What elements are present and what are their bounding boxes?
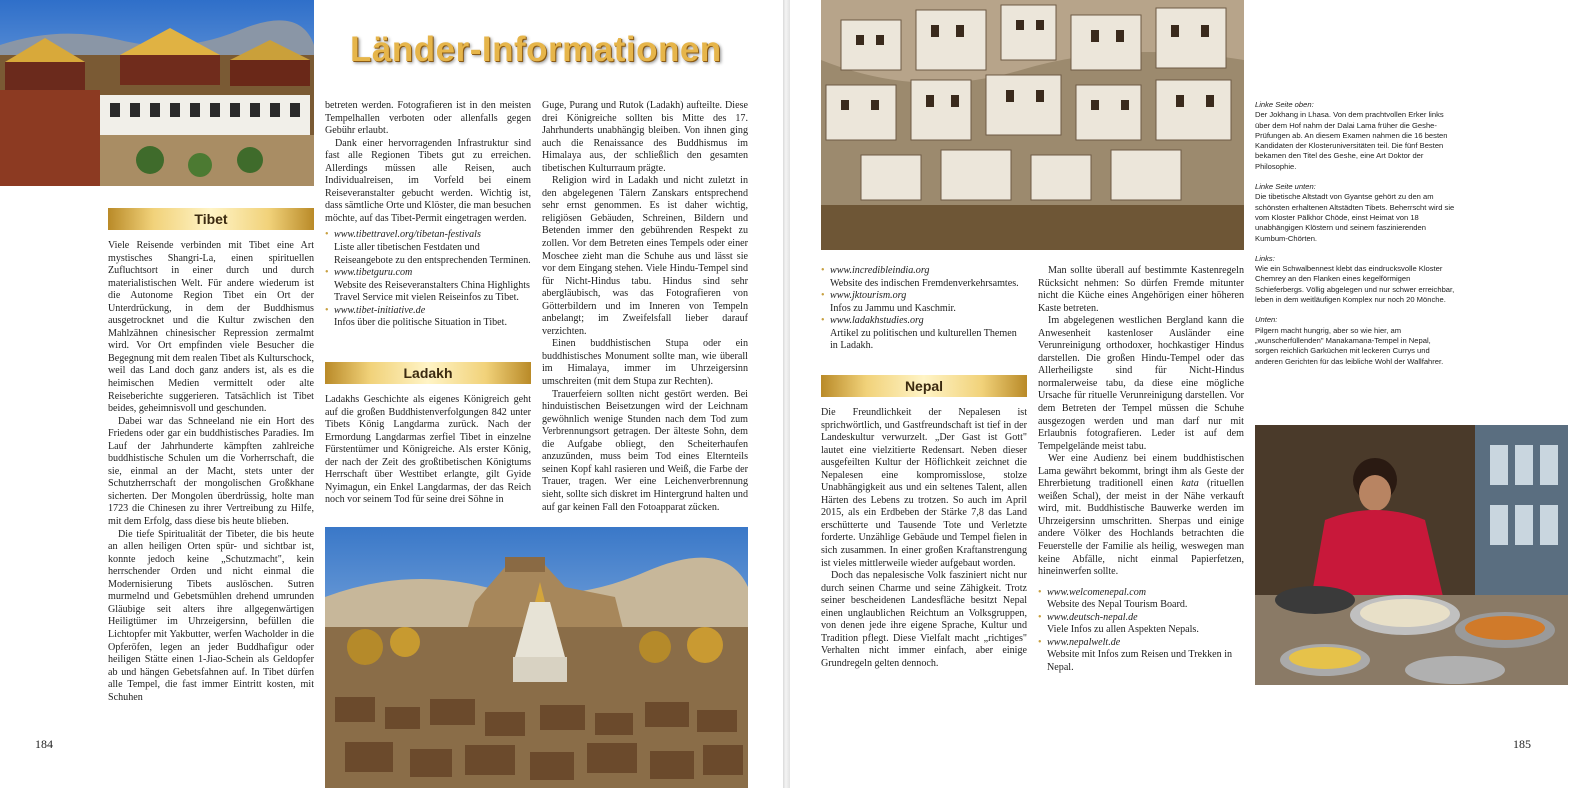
text-column-2b — [325, 394, 531, 507]
tibet-paragraph: Dabei war das Schneeland nie ein Hort des Friedens oder gar ein buddhistisches Paradies. Im Lauf der Jahrhunderte kämpften zahlreiche buddhistische Schulen um die Vorherrschaft, die sie, einmal an der Macht, stets unter der Schutzherrschaft der mongolischen Großkhane sicherten. Der Mongolen überdrüssig, holte man 1723 die Chinesen zu ihrer Vertreibung zu Hilfe, mit dem Erfolg, dass diese bis heute blieben. — [108, 415, 314, 528]
caption-heading: Links: — [1255, 253, 1275, 263]
link-url[interactable]: www.tibetguru.com — [334, 267, 413, 279]
ladakh-paragraph: Einen buddhistischen Stupa oder ein buddhistisches Monument sollte man, wie überall im Himalaya, immer im Uhrzeigersinn umschreiten (mit dem Stupa zur Rechten). — [542, 338, 748, 388]
link-url[interactable]: www.incredibleindia.org — [830, 265, 930, 276]
photo-captions — [1255, 100, 1455, 377]
link-description: Website des Reiseveranstalters China Highlights Travel Service mit vielen Reiseinfos zu Tibet. — [334, 279, 530, 304]
left-page — [0, 0, 783, 788]
link-description: Liste aller tibetischen Festdaten und Reiseangebote zu den entsprechenden Terminen. — [334, 242, 531, 266]
text-column-4 — [821, 265, 1027, 357]
section-banner-tibet: Tibet — [108, 208, 314, 230]
link-url[interactable]: www.tibet-initiative.de — [334, 304, 426, 316]
text-column-2 — [325, 100, 531, 334]
ladakh-paragraph: Guge, Purang und Rutok (Ladakh) aufteilte. Diese drei Königreiche sollten bis Mitte des 17. Jahrhunderts unabhängig bleiben. Von ihnen ging auch die Renaissance des Buddhismus im Himalaya aus, der schließlich den gesamten tibetischen Kulturraum prägte. — [542, 100, 748, 174]
tibet-paragraph: Die tiefe Spiritualität der Tibeter, die bis heute an allen heiligen Orten spür- und sichtbar ist, konnte jedoch keine „Schutzmacht", kein herrschender Orden und nicht einmal die Modernisierung Tibets auslöschen. Sutren murmelnd und Gebetsmühlen drehend umrunden Gläubige seit alters ihre allgegenwärtigen Heiligtümer im Uhrzeigersinn, befüllen die Lichtopfer mit Yakbutter, werfen Wacholder in die Opferöfen, legen an jeder Buddhafigur oder heiligen Stätte einen 1-Jiao-Schein als Geldopfer ab und hängen Gebetsfahnen auf. In Tibet dürfen alle Tempel, die fast immer Eintritt kosten, mit Schuhen — [108, 528, 314, 703]
link-item — [325, 305, 531, 330]
ladakh-paragraph: Trauerfeiern sollten nicht gestört werden. Bei hinduistischen Beisetzungen wird der Leichnam gewöhnlich wenige Stunden nach dem Tod zum Verbrennungsort getragen. Der älteste Sohn, dem die Aufgabe obliegt, den Scheiterhaufen anzuzünden, muss beim Tod eines Elternteils seinen Kopf kahl rasieren und Weiß, die Farbe der Trauer, tragen. Wer eine Leichenverbrennung sieht, sollte sich diskret im Hintergrund halten und auf gar keinen Fall den Fotoapparat zücken. — [542, 388, 748, 513]
link-url[interactable]: www.jktourism.org — [830, 290, 907, 302]
gyantse-photo — [325, 527, 748, 788]
tibet-paragraph: betreten werden. Fotografieren ist in den meisten Tempelhallen verboten oder allenfalls gegen Gebühr erlaubt. — [325, 100, 531, 137]
nepal-paragraph: Die Freundlichkeit der Nepalesen ist sprichwörtlich, und Gastfreundschaft ist tief in der Landeskultur verwurzelt. „Der Gast ist Gott" lautet eine vielzitierte Redensart. Neben dieser ausgefeilten Kultur der Höflichkeit zeichnet die Nepalesen eine kompromisslose, stolze Unabhängigkeit aus und ein seltenes Talent, allen Härten des Lebens zu trotzen. So auch im April 2015, als ein Erdbeben der Stärke 7,8 das Land erschütterte und Tausende Tote und Verletzte forderte. Unzählige Gebäude und Tempel fielen in sich zusammen. In einer großen Kraftanstrengung ist vieles mittlerweile wieder aufgebaut worden. — [821, 407, 1027, 569]
link-item — [1038, 612, 1244, 637]
caption-heading: Unten: — [1255, 315, 1278, 325]
jokhang-photo — [0, 0, 314, 186]
link-item — [821, 265, 1027, 290]
link-description: Website des Nepal Tourism Board. — [1047, 599, 1188, 611]
section-banner-nepal: Nepal — [821, 375, 1027, 397]
tibet-paragraph: Viele Reisende verbinden mit Tibet eine Art mystisches Shangri-La, einen spirituellen Zufluchtsort in einer durch und durch materialistischen Welt. Für andere wiederum ist die Autonome Region Tibet ein Ort der Unterdrückung, in dem der Buddhismus ausgetrocknet und die Kultur zwischen den Mahlzähnen chinesischer Repression zermalmt wird. Vor Ort empfinden viele Besucher die Begegnung mit dem realen Tibet als Kulturschock, weil das Land doch ganz anders ist, als es die heimischen Medien vermittelt oder alte Reiseberichte suggerieren. Tatsächlich ist Tibet beides, geheimnisvoll und geschunden. — [108, 240, 314, 415]
caption — [1255, 100, 1455, 172]
nepal-link-list — [1038, 587, 1244, 675]
text-run: (rituellen weißen Schal), der meist in der Nähe verkauft wird, mit. Buddhistische Bauwerke werden im Uhrzeigersinn umschritten. Sherpas und einige andere Völker des Hochlands betrachten die Feuerstelle der Familie als heilig, weswegen man keine Abfälle, nicht einmal Papierfetzen, hineinwerfen sollte. — [1038, 478, 1244, 578]
nepal-paragraph: Im abgelegenen westlichen Bergland kann die Anwesenheit kastenloser Ausländer eine Verunreinigung orthodoxer, hochkastiger Hindus darstellen. Die großen Hindu-Tempel oder das Allerheiligste sind für Nicht-Hindus normalerweise tabu, da diese eine mögliche Ursache für rituelle Verunreinigung darstellen. Vor dem Betreten der Tempel müssen die Schuhe ausgezogen werden und man darf nur mit Erlaubnis fotografieren. Leder ist auf dem Tempelgelände meist tabu. — [1038, 315, 1244, 452]
text-column-1 — [108, 240, 314, 704]
link-item — [1038, 637, 1244, 675]
page-number-left: 184 — [35, 737, 53, 751]
text-column-5 — [1038, 265, 1244, 679]
link-description: Infos zu Jammu und Kaschmir. — [830, 302, 956, 314]
caption-text: Wie ein Schwalbennest klebt das eindrucksvolle Kloster Chemrey an den Flanken eines kegelförmigen Schieferbergs. Völlig abgelegen und nur schwer erreichbar, leben in dem weitläufigen Komplex nur noch 20 Mönche. — [1255, 264, 1455, 305]
link-url[interactable]: www.welcomenepal.com — [1047, 586, 1147, 598]
link-item — [1038, 587, 1244, 612]
text-column-4b — [821, 407, 1027, 670]
caption-text: Pilgern macht hungrig, aber so wie hier, am „wunscherfüllenden" Manakamana-Tempel in Nepal, sorgen reichlich Garküchen mit leckeren Currys und anderen Gerichten für das leibliche Wohl der Wallfahrer. — [1255, 325, 1444, 366]
link-url[interactable]: www.ladakhstudies.org — [830, 315, 924, 327]
caption-heading: Linke Seite oben: — [1255, 100, 1314, 109]
caption — [1255, 182, 1455, 244]
text-emphasis: kata — [1181, 478, 1199, 490]
caption — [1255, 254, 1455, 305]
book-gutter — [783, 0, 790, 788]
ladakh-paragraph: Religion wird in Ladakh und nicht zuletzt in den abgelegenen Tälern Zanskars entsprechend sehr ernst genommen. Es ist daher wichtig, religiösen Gebäuden, Schreinen, Bildern und Betenden immer den gebührenden Respekt zu zollen. Vor dem Betreten eines Tempels oder einer Moschee zieht man die Schuhe aus und lässt sie vor dem Eingang stehen. Viele Hindu-Tempel sind für Nicht-Hindus tabu. Hindus sind sehr abergläubisch, was das Fotografieren von Götterbildern und im Inneren von Tempeln anbelangt; im Zweifelsfall lieber darauf verzichten. — [542, 175, 748, 337]
link-description: Website des indischen Fremdenverkehrsamtes. — [830, 277, 1019, 289]
link-item — [821, 315, 1027, 353]
caption-text: Die tibetische Altstadt von Gyantse gehört zu den am schönsten erhaltenen Altstädten Tibets. Beherrscht wird sie vom Kloster Pälkhor Chöde, einst Heimat von 18 unabhängigen Klöstern und seinem faszinierenden Kumbum-Chörten. — [1255, 192, 1455, 243]
caption-heading: Linke Seite unten: — [1255, 182, 1316, 192]
caption-text: Der Jokhang in Lhasa. Von dem prachtvollen Erker links über dem Hof nahm der Dalai Lama früher die Geshe-Prüfungen ab. An diesem Examen nahmen die 16 besten Kandidaten der Klosteruniversitäten teil. Die fünf Besten bekamen den Titel des Geshe, eine Art Doktor der Philosophie. — [1255, 110, 1448, 171]
page-number-right: 185 — [1513, 737, 1531, 751]
text-run: Wer eine Audienz bei einem buddhistischen Lama gewährt bekommt, bringt ihm als Geste der Ehrerbietung traditionell einen — [1038, 453, 1244, 490]
link-description: Artikel zu politischen und kulturellen Themen in Ladakh. — [830, 327, 1017, 352]
caption — [1255, 315, 1455, 366]
tibet-paragraph: Dank einer hervorragenden Infrastruktur sind fast alle Regionen Tibets gut zu erreichen. Allerdings müssen alle Reisen, auch Individualreisen, im Vorfeld bei einem Reiseveranstalter gebucht werden. Wichtig ist, dass sämtliche Orte und Klöster, die man besuchen möchte, auf das Tibet-Permit eingetragen werden. — [325, 137, 531, 224]
text-column-3 — [542, 100, 748, 514]
chemrey-photo — [821, 0, 1244, 250]
nepal-paragraph: Doch das nepalesische Volk fasziniert nicht nur durch seinen Charme und seine Zähigkeit. Trotz seiner bescheidenen Landesfläche besitzt Nepal einen unglaublichen Reichtum an Volksgruppen, von denen jede ihre eigene Sprache, Kultur und Tradition pflegt. Diese Vielfalt macht „richtiges" Verhalten nicht immer einfach, aber einige Grundregeln gelten dennoch. — [821, 570, 1027, 669]
link-url[interactable]: www.deutsch-nepal.de — [1047, 611, 1138, 623]
ladakh-link-list — [821, 265, 1027, 353]
ladakh-paragraph: Ladakhs Geschichte als eigenes Königreich geht auf die großen Buddhistenverfolgungen 842 unter Tibets König Langdarma zurück. Nach der Ermordung Langdarmas zerfiel Tibet in einzelne Fürstentümer und Königreiche. Als erster König, der nach der Zeit des großtibetischen Königtums Herrschaft über Westtibet erlangte, gilt Gyide Nyimagun, ein Enkel Langdarmas, der das Reich noch vor seinem Tod für seine drei Söhne in — [325, 394, 531, 506]
garkueche-photo — [1255, 425, 1568, 685]
link-description: Website mit Infos zum Reisen und Trekken in Nepal. — [1047, 649, 1233, 673]
link-url[interactable]: www.nepalwelt.de — [1047, 636, 1121, 648]
page-title: Länder-Informationen — [350, 30, 722, 69]
link-url[interactable]: www.tibettravel.org/tibetan-festivals — [334, 229, 481, 241]
nepal-paragraph — [1038, 453, 1244, 578]
link-item — [821, 290, 1027, 315]
link-item — [325, 267, 531, 305]
section-banner-ladakh: Ladakh — [325, 362, 531, 384]
nepal-paragraph: Man sollte überall auf bestimmte Kastenregeln Rücksicht nehmen: So dürfen Fremde mitunter nicht die Küche eines Angehörigen einer höheren Kaste betreten. — [1038, 265, 1244, 314]
tibet-link-list — [325, 229, 531, 329]
link-description: Viele Infos zu allen Aspekten Nepals. — [1047, 624, 1199, 636]
link-item — [325, 229, 531, 267]
link-description: Infos über die politische Situation in Tibet. — [334, 317, 507, 329]
